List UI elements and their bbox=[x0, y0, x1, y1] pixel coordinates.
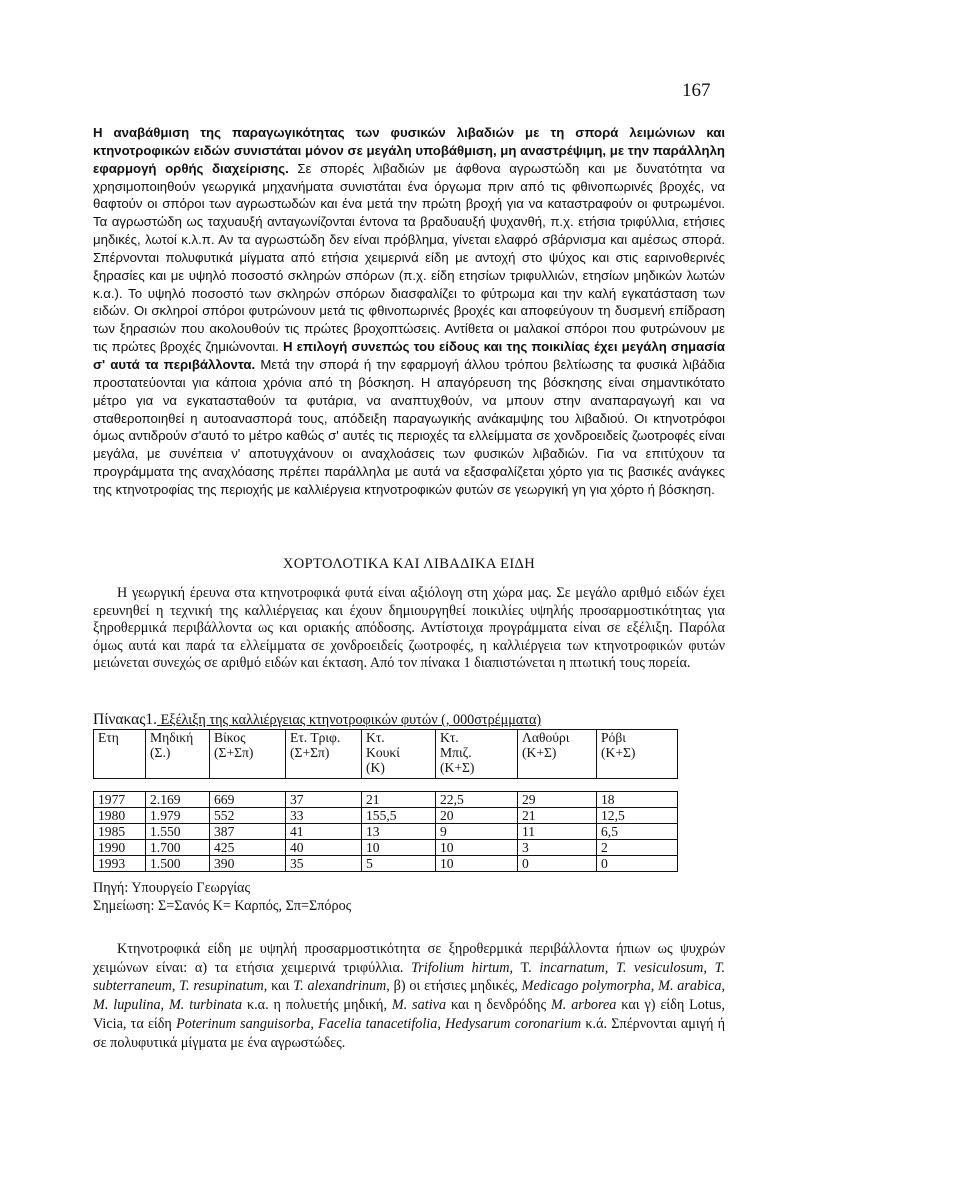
table-cell: 35 bbox=[286, 856, 362, 872]
table-row bbox=[94, 792, 678, 808]
header-line: Ετ. Τριφ. bbox=[290, 730, 341, 745]
table-row bbox=[94, 824, 678, 840]
table-body bbox=[94, 730, 678, 872]
header-line: Βίκος bbox=[214, 730, 246, 745]
spacer-cell bbox=[362, 779, 436, 792]
intro-text-a: Σε σπορές λιβαδιών με άφθονα αγρωστώδη και με δυνατότητα να χρησιμοποιηθούν γεωργικά μηχανήματα συνιστάται ένα όργωμα πριν από τις φθινοπωρινές βροχές, να θαφτούν οι σπόροι των αγρωστωδών και ένα μετά την πρώτη βροχή για να καταστραφούν οι φυτρωμένοι. Τα αγρωστώδη ως ταχυαυξή ανταγωνίζονται έντονα τα βραδυαυξή ψυχανθή, π.χ. ετήσια τριφύλλια, ετήσιες μηδικές, λωτοί κ.λ.π. Αν τα αγρωστώδη δεν είναι πρόβλημα, γίνεται ελαφρό σβάρνισμα και αμέσως σπορά. Σπέρνονται πολυφυτικά μίγματα από ετήσια χειμερινά είδη με αντοχή στο ψύχος και στις εαρινοθερινές ξηρασίες και με υψηλό ποσοστό σκληρών σπόρων (π.χ. είδη ετησίων τριφυλλιών, ετησίων μηδικών λωτών κ.α.). Το υψηλό ποσοστό των σκληρών σπόρων διασφαλίζει το φύτρωμα και την καλή εγκατάσταση των ειδών. Οι σκληροί σπόροι φυτρώνουν μετά τις φθινοπωρινές βροχές και αποφεύγουν τη δυσμενή επίδραση των ξηρασιών που ακολουθούν τις πρώτες βροχοπτώσεις. Αντίθετα οι μαλακοί σπόροι που φυτρώνουν με τις πρώτες βροχές ζημιώνονται. bbox=[93, 160, 726, 355]
table-cell: 13 bbox=[362, 824, 436, 840]
table-cell: 11 bbox=[518, 824, 597, 840]
table-cell: 1.550 bbox=[146, 824, 210, 840]
table-cell: 22,5 bbox=[436, 792, 518, 808]
table-caption bbox=[93, 711, 725, 729]
table-cell: 20 bbox=[436, 808, 518, 824]
table-cell: 37 bbox=[286, 792, 362, 808]
table-cell: 1.979 bbox=[146, 808, 210, 824]
table-header-cell bbox=[597, 730, 678, 779]
closing-text-5: κ.α. η πολυετής μηδική, bbox=[242, 997, 392, 1014]
table-spacer-row bbox=[94, 779, 678, 792]
header-line: Μπιζ. bbox=[440, 745, 472, 760]
table-cell: 3 bbox=[518, 840, 597, 856]
header-line: Κουκί bbox=[366, 745, 400, 760]
closing-text-7: και γ) είδη Lotus, Vicia, τα είδη bbox=[93, 997, 725, 1032]
spacer-cell bbox=[146, 779, 210, 792]
table-cell: 21 bbox=[362, 792, 436, 808]
table-cell: 10 bbox=[436, 856, 518, 872]
header-line: Ρόβι bbox=[601, 730, 626, 745]
closing-text-4: , β) οι ετήσιες μηδικές, bbox=[386, 978, 522, 995]
table-description: Εξέλιξη της καλλιέργειας κτηνοτροφικών φυτών (, 000στρέμματα) bbox=[157, 712, 542, 728]
crop-table bbox=[93, 729, 678, 872]
table-cell: 1.500 bbox=[146, 856, 210, 872]
closing-text-2: , T. bbox=[509, 959, 540, 976]
closing-species-6: M. arborea bbox=[550, 997, 617, 1014]
table-cell: 1.700 bbox=[146, 840, 210, 856]
table-cell: 0 bbox=[597, 856, 678, 872]
table-header-cell bbox=[94, 730, 146, 779]
table-cell: 552 bbox=[210, 808, 286, 824]
closing-species-2: incarnatum, T. vesiculosum, T. subterraneum, T. resupinatum, bbox=[93, 959, 726, 995]
header-line: (Σ+Σπ) bbox=[214, 745, 254, 760]
table-cell: 10 bbox=[362, 840, 436, 856]
table-cell: 10 bbox=[436, 840, 518, 856]
table-cell: 425 bbox=[210, 840, 286, 856]
table-cell: 1990 bbox=[94, 840, 146, 856]
header-line: (Κ) bbox=[366, 760, 385, 775]
table-header-cell bbox=[436, 730, 518, 779]
table-row bbox=[94, 808, 678, 824]
header-line: (Κ+Σ) bbox=[440, 760, 475, 775]
table-cell: 18 bbox=[597, 792, 678, 808]
table-cell: 669 bbox=[210, 792, 286, 808]
table-header-cell bbox=[210, 730, 286, 779]
spacer-cell bbox=[597, 779, 678, 792]
closing-text-1: Κτηνοτροφικά είδη με υψηλή προσαρμοστικότητα σε ξηροθερμικά περιβάλλοντα ήπιων ως ψυχρών χειμώνων είναι: α) τα ετήσια χειμερινά τριφύλλια. bbox=[93, 941, 725, 976]
intro-bold-heading: Η αναβάθμιση της παραγωγικότητας των φυσικών λιβαδιών με τη σπορά λειμώνιων και κτηνοτροφικών ειδών συνιστάται μόνον σε μεγάλη υποβάθμιση, μη αναστρέψιμη, με την παράλληλη εφαρμογή ορθής διαχείρισης. bbox=[93, 125, 725, 176]
closing-text-3: και bbox=[267, 978, 294, 995]
table-header-cell bbox=[518, 730, 597, 779]
note-line: Σημείωση: Σ=Σανός Κ= Καρπός, Σπ=Σπόρος bbox=[93, 897, 352, 914]
header-line: (Κ+Σ) bbox=[601, 745, 636, 760]
closing-species-7: Poterinum sanguisorba, Facelia tanacetifolia, Hedysarum coronarium bbox=[176, 1015, 582, 1032]
table-cell: 40 bbox=[286, 840, 362, 856]
table-cell: 21 bbox=[518, 808, 597, 824]
table-cell: 1977 bbox=[94, 792, 146, 808]
table-header-cell bbox=[286, 730, 362, 779]
table-cell: 12,5 bbox=[597, 808, 678, 824]
table-cell: 2 bbox=[597, 840, 678, 856]
header-line: Ετη bbox=[98, 730, 119, 745]
table-cell: 1993 bbox=[94, 856, 146, 872]
table-cell: 33 bbox=[286, 808, 362, 824]
header-line: Κτ. bbox=[366, 730, 385, 745]
header-line: Μηδική bbox=[150, 730, 194, 745]
spacer-cell bbox=[94, 779, 146, 792]
spacer-cell bbox=[518, 779, 597, 792]
table-cell: 0 bbox=[518, 856, 597, 872]
table-cell: 6,5 bbox=[597, 824, 678, 840]
header-line: (Κ+Σ) bbox=[522, 745, 557, 760]
page-number: 167 bbox=[682, 80, 711, 101]
spacer-cell bbox=[210, 779, 286, 792]
intro-paragraph bbox=[93, 124, 725, 499]
header-line: (Σ+Σπ) bbox=[290, 745, 330, 760]
section-title: ΧΟΡΤΟΛΟΤΙΚΑ ΚΑΙ ΛΙΒΑΔΙΚΑ ΕΙΔΗ bbox=[282, 556, 536, 572]
table-header-cell bbox=[146, 730, 210, 779]
section-paragraph: Η γεωργική έρευνα στα κτηνοτροφικά φυτά είναι αξιόλογη στη χώρα μας. Σε μεγάλο αριθμό ειδών έχει ερευνηθεί η τεχνική της καλλιέργειας και έχουν δημιουργηθεί ποικιλίες υψηλής προσαρμοστικότητας για ξηροθερμικά περιβάλλοντα ως και οριακής απόδοσης. Αντίστοιχα προγράμματα είναι σε εξέλιξη. Παρόλα όμως αυτά και παρά τα ελλείμματα σε χονδροειδείς ζωοτροφές, η καλλιέργεια των κτηνοτροφικών φυτών μειώνεται συνεχώς σε αριθμό ειδών και έκταση. Από τον πίνακα 1 διαπιστώνεται η πτωτική τους πορεία. bbox=[93, 585, 725, 672]
table-cell: 5 bbox=[362, 856, 436, 872]
intro-text-b: Μετά την σπορά ή την εφαρμογή άλλου τρόπου βελτίωσης τα φυσικά λιβάδια προστατεύονται για κάποια χρόνια από τη βόσκηση. Η απαγόρευση της βόσκησης είναι σημαντικότατο μέτρο για να εγκατασταθούν τα φυτάρια, να αναπτυχθούν, να μπουν στην αναπαραγωγή και να σταθεροποιηθεί η αυτοανασπορά τους, απόδειξη παραγωγικής ανάκαμψης του λιβαδιού. Οι κτηνοτρόφοι όμως αντιδρούν σ'αυτό το μέτρο καθώς σ' αυτές τις περιοχές τα ελλείμματα σε χονδροειδείς ζωοτροφές είναι μεγάλα, με συνέπεια ν' αποτυγχάνουν οι αναχλοάσεις των φυσικών λιβαδιών. Για να επιτύχουν τα προγράμματα της αναχλόασης πρέπει παράλληλα με αυτά να εξασφαλίζεται χόρτο για τις βασικές ανάγκες της κτηνοτροφίας της περιοχής με καλλιέργεια κτηνοτροφικών φυτών σε γεωργική γη για χόρτο ή βόσκηση. bbox=[93, 356, 725, 497]
closing-text-8: κ.ά. Σπέρνονται αμιγή ή σε πολυφυτικά μίγματα με ένα αγρωστώδες. bbox=[93, 1015, 725, 1051]
table-cell: 29 bbox=[518, 792, 597, 808]
table-cell: 1985 bbox=[94, 824, 146, 840]
table-source bbox=[93, 880, 351, 915]
table-row bbox=[94, 856, 678, 872]
table-cell: 155,5 bbox=[362, 808, 436, 824]
closing-species-5: M. sativa bbox=[391, 997, 447, 1014]
spacer-cell bbox=[436, 779, 518, 792]
closing-text-6: και η δενδρόδης bbox=[446, 997, 551, 1014]
header-line: Κτ. bbox=[440, 730, 459, 745]
table-header-row bbox=[94, 730, 678, 779]
header-line: (Σ.) bbox=[150, 745, 171, 760]
table-cell: 2.169 bbox=[146, 792, 210, 808]
closing-species-3: T. alexandrinum bbox=[293, 978, 387, 995]
table-cell: 1980 bbox=[94, 808, 146, 824]
table-row bbox=[94, 840, 678, 856]
table-label: Πίνακας1. bbox=[93, 711, 158, 728]
closing-species-1: Trifolium hirtum bbox=[411, 959, 510, 976]
table-header-cell bbox=[362, 730, 436, 779]
intro-bold-mid: Η επιλογή συνεπώς του είδους και της ποικιλίας έχει μεγάλη σημασία σ' αυτά τα περιβάλλοντα. bbox=[93, 339, 725, 372]
table-cell: 9 bbox=[436, 824, 518, 840]
source-line: Πηγή: Υπουργείο Γεωργίας bbox=[93, 880, 251, 896]
table-cell: 390 bbox=[210, 856, 286, 872]
closing-species-4: Medicago polymorpha, M. arabica, M. lupulina, M. turbinata bbox=[93, 978, 725, 1014]
header-line: Λαθούρι bbox=[522, 730, 570, 745]
table-cell: 41 bbox=[286, 824, 362, 840]
closing-paragraph bbox=[93, 940, 725, 1052]
spacer-cell bbox=[286, 779, 362, 792]
table-cell: 387 bbox=[210, 824, 286, 840]
